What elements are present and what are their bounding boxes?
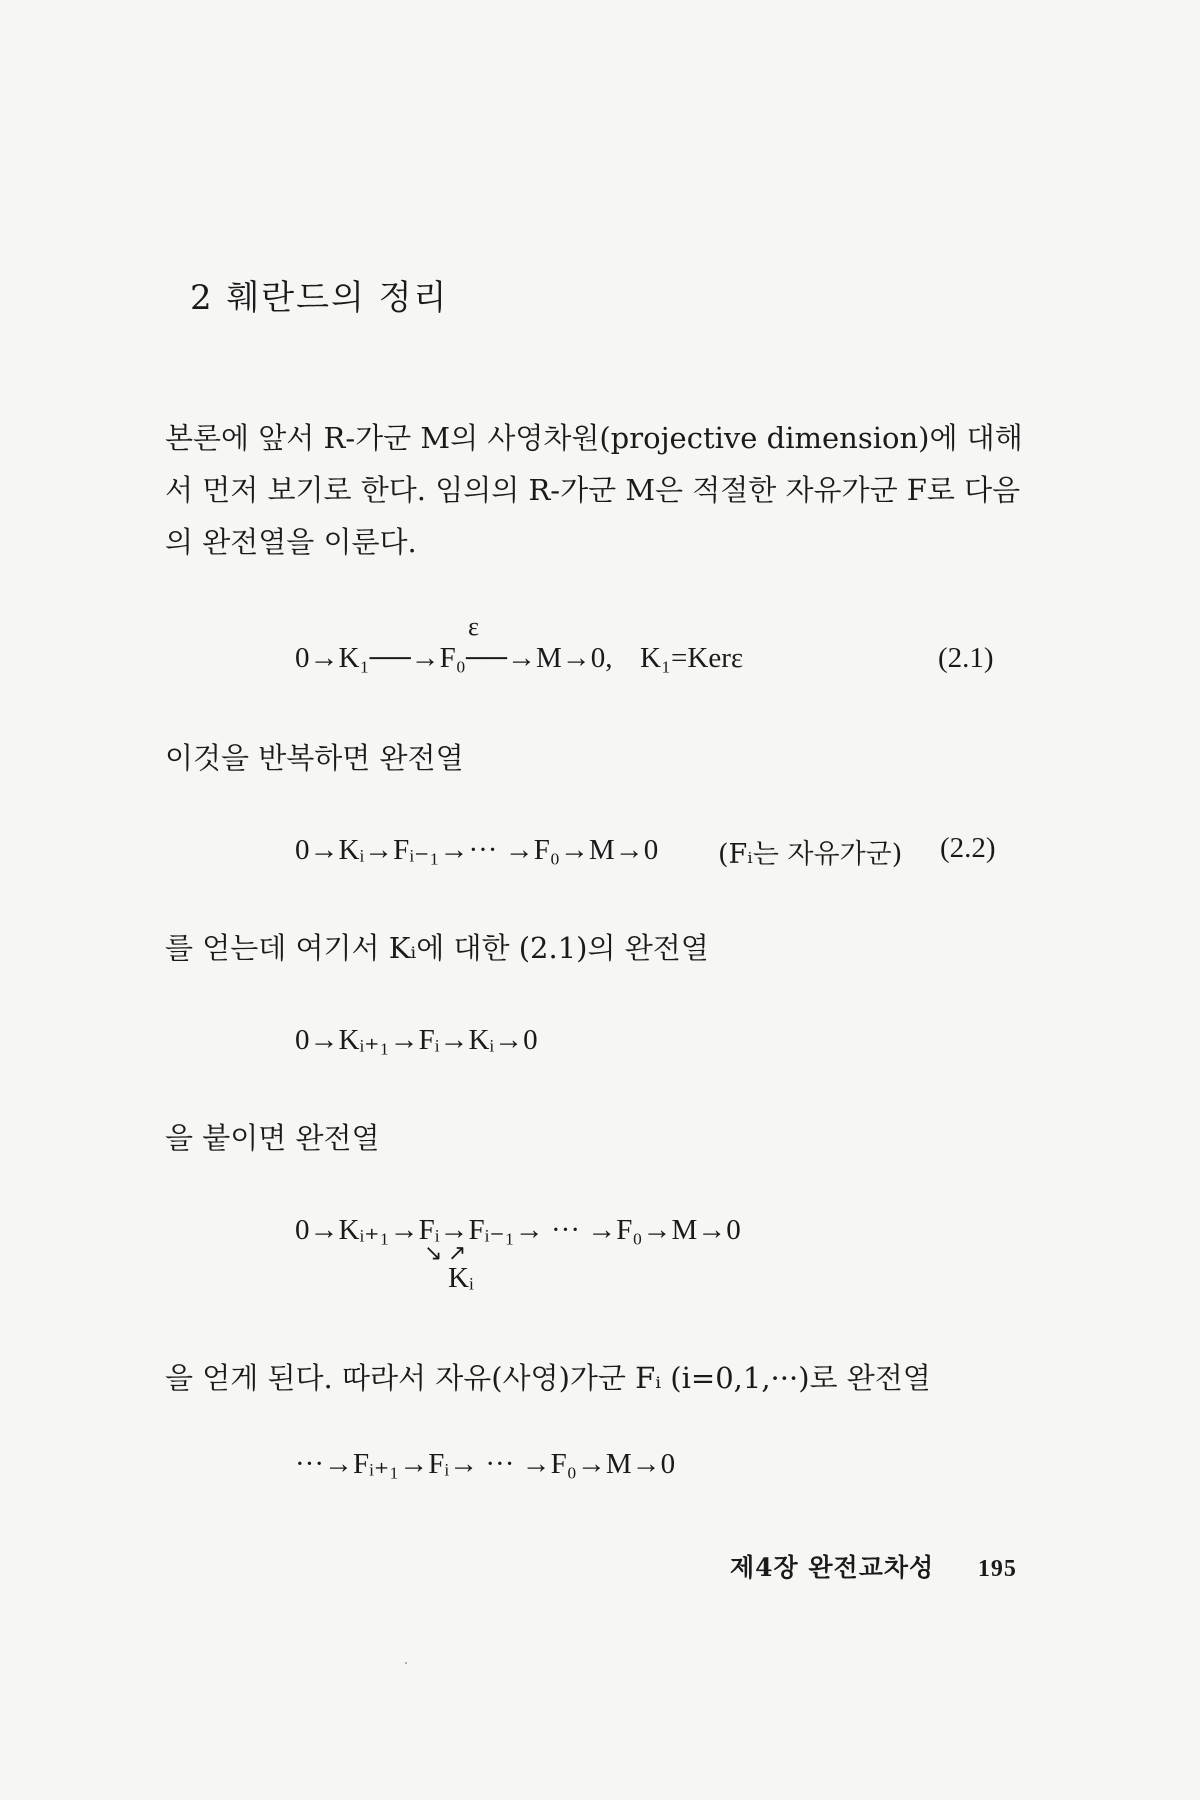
section-title: 2 훼란드의 정리 — [190, 278, 449, 318]
splice-node: Kᵢ — [448, 1262, 474, 1294]
epsilon-label: ε — [468, 612, 479, 641]
splice-arrows: ↘ ↗ — [424, 1240, 467, 1265]
page-number: 195 — [977, 1556, 1017, 1582]
equation-spliced: 0→Kᵢ₊₁→Fᵢ→Fᵢ₋₁→ ··· →F₀→M→0 — [295, 1214, 741, 1246]
equation-number-2-2: (2.2) — [940, 832, 996, 864]
equation-short-exact: 0→Kᵢ₊₁→Fᵢ→Kᵢ→0 — [295, 1024, 538, 1056]
paragraph-intro: 본론에 앞서 R-가군 M의 사영차원(projective dimension)에 대해서 먼저 보기로 한다. 임의의 R-가군 M은 적절한 자유가군 F로 다음의 완전열을 이룬다. — [165, 421, 1023, 559]
equation-number-2-1: (2.1) — [938, 642, 994, 674]
speck — [405, 1662, 407, 1664]
equation-free-resolution: ···→Fᵢ₊₁→Fᵢ→ ··· →F₀→M→0 — [295, 1448, 676, 1480]
equation-2-1-kernel: K₁=Kerε — [640, 642, 744, 674]
equation-2-2: 0→Kᵢ→Fᵢ₋₁→··· →F₀→M→0 — [295, 834, 659, 866]
paragraph-attach: 을 붙이면 완전열 — [165, 1121, 380, 1155]
paragraph-repeat: 이것을 반복하면 완전열 — [165, 741, 464, 775]
page-footer — [730, 1548, 1017, 1584]
paragraph-conclusion: 을 얻게 된다. 따라서 자유(사영)가군 Fᵢ (i=0,1,···)로 완전열 — [165, 1361, 931, 1395]
equation-2-1: 0→K₁──→F₀──→M→0, — [295, 642, 613, 674]
chapter-title: 제4장 완전교차성 — [730, 1553, 935, 1582]
equation-2-2-note: (Fᵢ는 자유가군) — [718, 839, 903, 870]
paragraph-obtain: 를 얻는데 여기서 Kᵢ에 대한 (2.1)의 완전열 — [165, 931, 709, 965]
